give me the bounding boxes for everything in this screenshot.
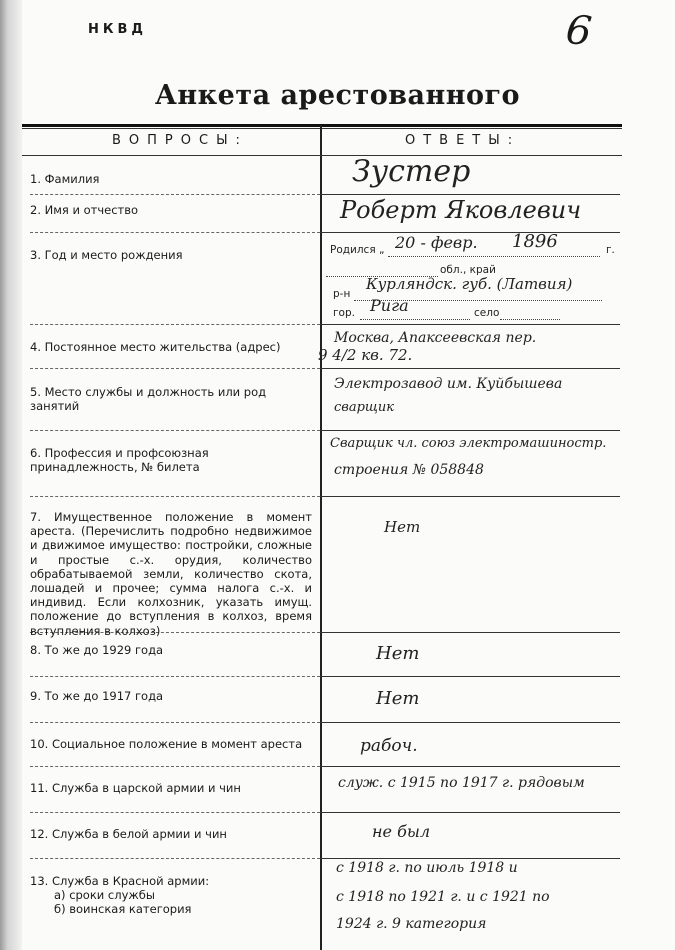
city-label: гор. xyxy=(333,307,355,319)
organization-header: НКВД xyxy=(88,22,147,37)
row-separator xyxy=(30,812,320,813)
answer-birth-date: 20 - февр. xyxy=(395,233,478,252)
answer-property-1929: Нет xyxy=(376,643,420,664)
page-binding-edge xyxy=(0,0,22,950)
answer-property-1917: Нет xyxy=(376,688,420,709)
question-13: 13. Служба в Красной армии: xyxy=(30,874,210,888)
row-separator xyxy=(320,496,620,497)
question-4: 4. Постоянное место жительства (адрес) xyxy=(30,340,281,354)
question-12: 12. Служба в белой армии и чин xyxy=(30,827,227,841)
row-separator xyxy=(320,324,620,325)
row-separator xyxy=(320,766,620,767)
answer-birth-year: 1896 xyxy=(512,231,558,252)
question-7: 7. Имущественное положение в момент ареста. (Перечислить подробно недвижимое и движимое имущество: постройки, сложные и простые с.-х. орудия, количество обрабатываемой земли, количество скота, лошадей и прочее; сумма налога с.-х. и индивид. Если колхозник, указать имущ. положение до вступления в колхоз, время вступления в колхоз) xyxy=(30,510,312,638)
answer-address-line-1: Москва, Апаксеевская пер. xyxy=(334,330,537,346)
table-top-rule-thin xyxy=(22,128,622,129)
row-separator xyxy=(30,496,320,497)
row-separator xyxy=(320,368,620,369)
row-separator xyxy=(30,430,320,431)
answer-red-army-line-2: с 1918 по 1921 г. и с 1921 по xyxy=(336,889,550,905)
district-label: р-н xyxy=(333,288,351,300)
question-2: 2. Имя и отчество xyxy=(30,203,139,217)
row-separator xyxy=(30,368,320,369)
year-suffix-label: г. xyxy=(606,244,615,256)
answers-column-header: ОТВЕТЫ: xyxy=(405,133,521,148)
question-8: 8. То же до 1929 года xyxy=(30,643,164,657)
born-label: Родился „ xyxy=(330,244,385,256)
answer-property: Нет xyxy=(384,518,421,536)
row-separator xyxy=(320,194,620,195)
column-divider xyxy=(320,125,322,950)
row-separator xyxy=(30,194,320,195)
handwritten-page-number: 6 xyxy=(563,6,594,56)
row-separator xyxy=(320,722,620,723)
village-label: село xyxy=(474,307,500,319)
answer-workplace-line-2: сварщик xyxy=(334,400,395,415)
answer-social-status: рабоч. xyxy=(360,736,418,756)
row-separator xyxy=(30,722,320,723)
answer-name: Роберт Яковлевич xyxy=(340,196,582,224)
row-separator xyxy=(30,858,320,859)
question-13-sub-b: б) воинская категория xyxy=(54,902,192,916)
answer-birth-city: Рига xyxy=(370,296,409,315)
question-5: 5. Место службы и должность или род занятий xyxy=(30,385,267,413)
birth-date-line xyxy=(388,256,600,257)
village-line xyxy=(500,319,560,320)
question-10: 10. Социальное положение в момент ареста xyxy=(30,737,303,751)
row-separator xyxy=(30,232,320,233)
questions-column-header: ВОПРОСЫ: xyxy=(112,133,248,148)
question-13-sub-a: а) сроки службы xyxy=(54,888,155,902)
question-11: 11. Служба в царской армии и чин xyxy=(30,781,241,795)
row-separator xyxy=(30,676,320,677)
row-separator xyxy=(320,812,620,813)
answer-address-line-2: 9 4/2 кв. 72. xyxy=(318,346,413,364)
row-separator xyxy=(30,324,320,325)
answer-birth-district: Курляндск. губ. (Латвия) xyxy=(366,275,573,293)
answer-red-army-line-3: 1924 г. 9 категория xyxy=(336,916,487,932)
answer-workplace-line-1: Электрозавод им. Куйбышева xyxy=(334,376,563,392)
answer-profession-line-2: строения № 058848 xyxy=(334,462,484,478)
answer-tsarist-army: служ. с 1915 по 1917 г. рядовым xyxy=(338,775,585,791)
answer-red-army-line-1: с 1918 г. по июль 1918 и xyxy=(336,860,518,876)
row-separator xyxy=(320,676,620,677)
row-separator xyxy=(320,632,620,633)
table-top-rule xyxy=(22,124,622,127)
question-6: 6. Профессия и профсоюзная принадлежность, № билета xyxy=(30,446,209,474)
answer-white-army: не был xyxy=(372,822,431,841)
region-label: обл., край xyxy=(440,264,496,276)
question-9: 9. То же до 1917 года xyxy=(30,689,164,703)
row-separator xyxy=(320,858,620,859)
row-separator xyxy=(30,766,320,767)
answer-surname: Зустер xyxy=(352,154,471,189)
answer-profession-line-1: Сварщик чл. союз электромашиностр. xyxy=(330,436,607,451)
form-title: Анкета арестованного xyxy=(154,80,521,111)
row-separator xyxy=(320,430,620,431)
header-rule xyxy=(22,155,622,156)
question-3: 3. Год и место рождения xyxy=(30,248,183,262)
question-1: 1. Фамилия xyxy=(30,172,100,186)
city-line xyxy=(360,319,470,320)
